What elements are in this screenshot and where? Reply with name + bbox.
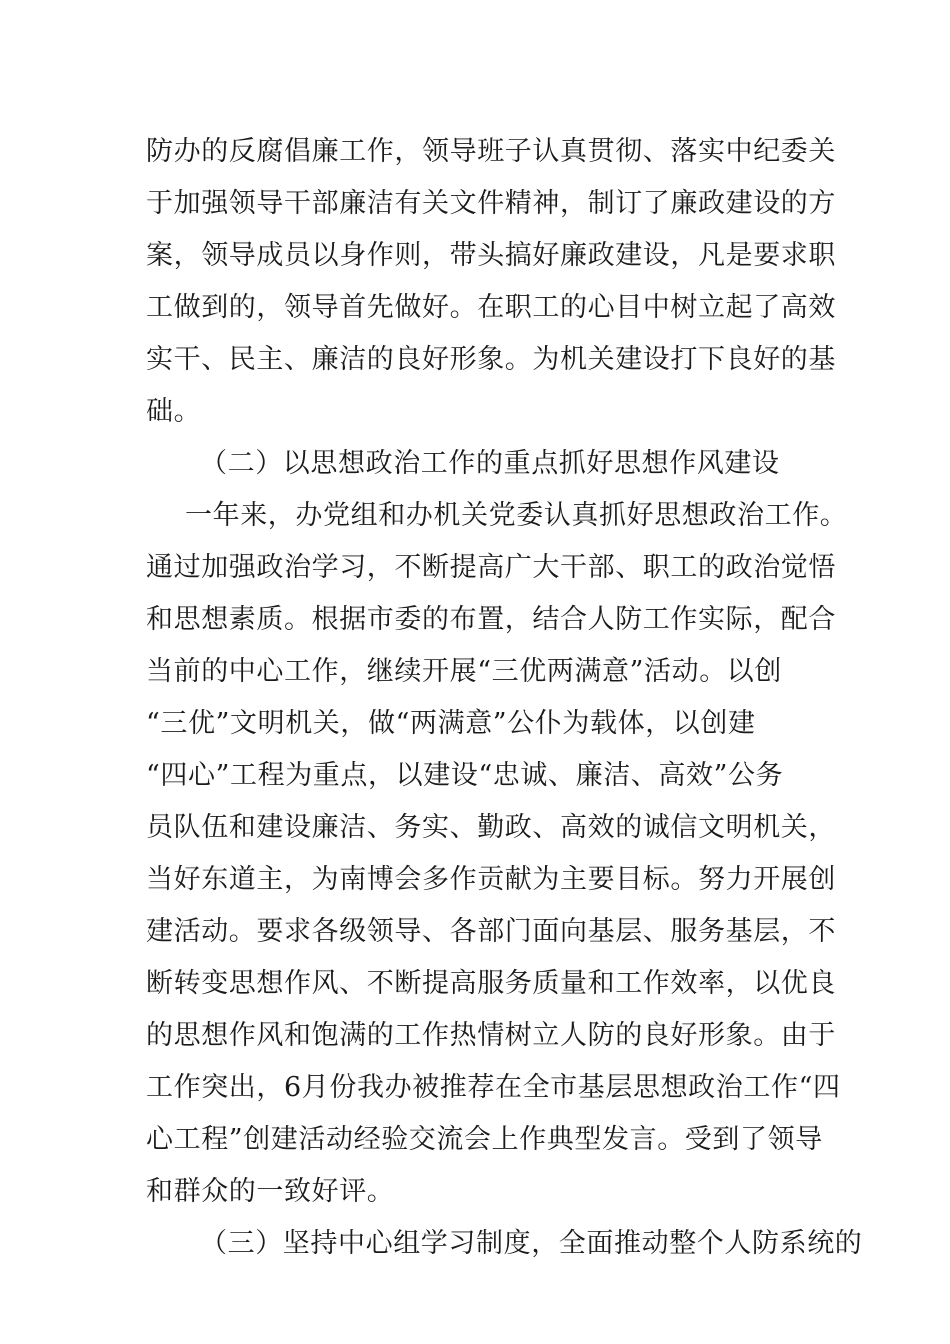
text-line: 断转变思想作风、不断提高服务质量和工作效率，以优良 <box>146 968 836 999</box>
text-line: 的思想作风和饱满的工作热情树立人防的良好形象。由于 <box>146 1020 836 1051</box>
text-line: 建活动。要求各级领导、各部门面向基层、服务基层，不 <box>146 916 836 947</box>
text-line: 心工程”创建活动经验交流会上作典型发言。受到了领导 <box>146 1124 823 1155</box>
text-line: 当前的中心工作，继续开展“三优两满意”活动。以创 <box>146 656 783 687</box>
text-line: 实干、民主、廉洁的良好形象。为机关建设打下良好的基 <box>146 344 836 375</box>
text-line: “三优”文明机关，做“两满意”公仆为载体，以创建 <box>146 708 756 739</box>
text-line: 员队伍和建设廉洁、务实、勤政、高效的诚信文明机关， <box>146 812 836 843</box>
text-line: 工做到的，领导首先做好。在职工的心目中树立起了高效 <box>146 292 836 323</box>
text-line: 通过加强政治学习，不断提高广大干部、职工的政治觉悟 <box>146 552 836 583</box>
section-heading: （三）坚持中心组学习制度，全面推动整个人防系统的 <box>200 1228 863 1259</box>
text-line: 工作突出，6月份我办被推荐在全市基层思想政治工作“四 <box>146 1072 841 1103</box>
text-line: 和思想素质。根据市委的布置，结合人防工作实际，配合 <box>146 604 836 635</box>
text-line: 当好东道主，为南博会多作贡献为主要目标。努力开展创 <box>146 864 836 895</box>
text-line: 防办的反腐倡廉工作，领导班子认真贯彻、落实中纪委关 <box>146 136 836 167</box>
text-line: 和群众的一致好评。 <box>146 1176 395 1207</box>
text-line: 础。 <box>146 396 202 427</box>
section-heading: （二）以思想政治工作的重点抓好思想作风建设 <box>200 448 780 479</box>
text-line: 于加强领导干部廉洁有关文件精神，制订了廉政建设的方 <box>146 188 836 219</box>
text-line: 一年来，办党组和办机关党委认真抓好思想政治工作。 <box>185 500 848 531</box>
text-line: “四心”工程为重点，以建设“忠诚、廉洁、高效”公务 <box>146 760 784 791</box>
text-line: 案，领导成员以身作则，带头搞好廉政建设，凡是要求职 <box>146 240 836 271</box>
